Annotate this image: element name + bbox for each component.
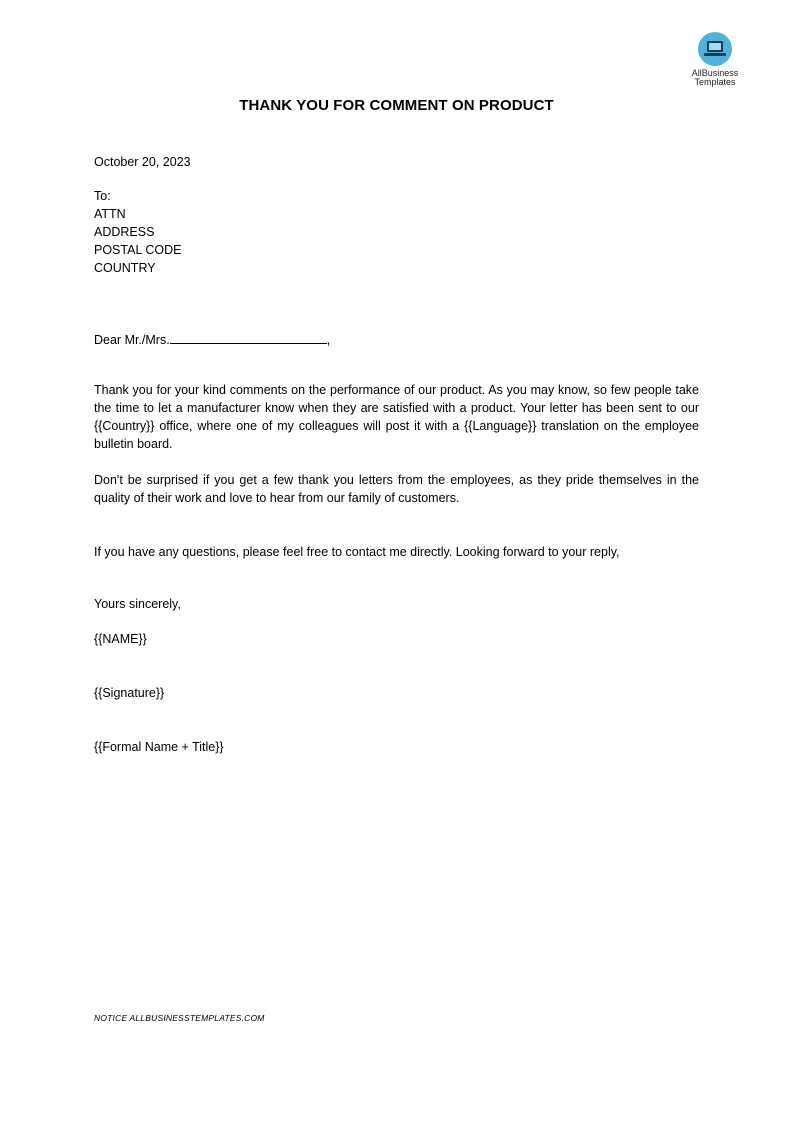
logo-badge (698, 32, 732, 66)
recipient-address (94, 187, 699, 277)
body-paragraph-2: Don't be surprised if you get a few thank you letters from the employees, as they pride themselves in the quality of their work and love to hear from our family of customers. (94, 473, 699, 505)
footer-notice: NOTICE ALLBUSINESSTEMPLATES.COM (94, 1013, 265, 1023)
address-attn: ATTN (94, 207, 126, 221)
address-line: ADDRESS (94, 225, 155, 239)
logo-text-line2: Templates (694, 77, 736, 87)
address-postal-code: POSTAL CODE (94, 243, 182, 257)
closing: Yours sincerely, (94, 597, 181, 611)
sender-signature: {{Signature}} (94, 686, 165, 700)
brand-logo (684, 32, 746, 87)
sender-formal-name: {{Formal Name + Title}} (94, 740, 224, 754)
address-country: COUNTRY (94, 261, 156, 275)
salutation (94, 331, 699, 349)
letter-date: October 20, 2023 (94, 155, 191, 169)
body-paragraph-1: Thank you for your kind comments on the performance of our product. As you may know, so few people take the time to let a manufacturer know when they are satisfied with a product. Your letter has been sent to our {{Country}} office, where one of my colleagues will post it with a {{Language}} translation on the employee bulletin board. (94, 383, 699, 451)
body-paragraph-3: If you have any questions, please feel free to contact me directly. Looking forward to your reply, (94, 545, 620, 559)
salutation-prefix: Dear Mr./Mrs. (94, 333, 170, 347)
salutation-suffix: , (326, 333, 331, 347)
name-blank-line (170, 331, 327, 344)
address-to: To: (94, 189, 111, 203)
logo-text-line1: AllBusiness (691, 68, 739, 78)
laptop-icon (704, 40, 726, 58)
document-title: THANK YOU FOR COMMENT ON PRODUCT (239, 97, 554, 114)
sender-name: {{NAME}} (94, 632, 147, 646)
